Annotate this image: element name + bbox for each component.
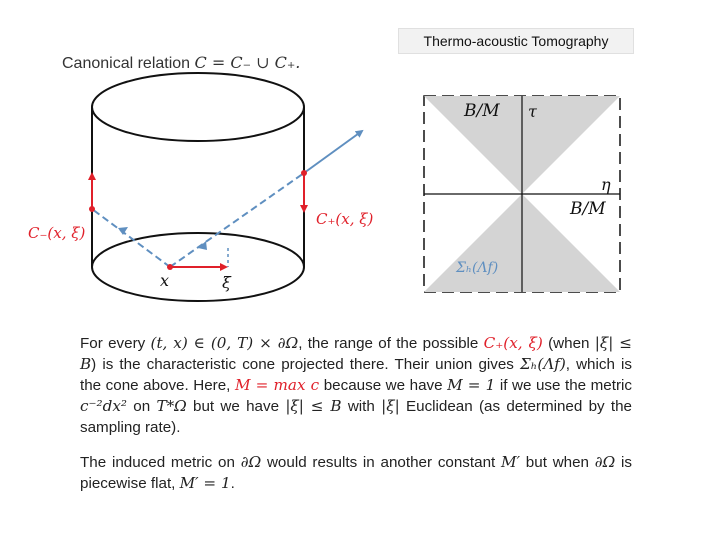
label-bm-top: B/M <box>464 101 500 121</box>
p2-text-3: but when <box>520 454 595 471</box>
p1-text-8: on <box>127 398 157 415</box>
red-covectors <box>89 170 307 270</box>
label-c-minus: C₋(x, ξ) <box>28 224 86 242</box>
base-point-x <box>167 264 173 270</box>
ray-exit-solid <box>304 131 362 173</box>
ray-to-right-wall <box>170 173 304 267</box>
caption-text: Canonical relation <box>62 55 191 72</box>
p2-text-4: is piecewise flat, <box>80 454 632 492</box>
paragraph-1 <box>80 333 632 438</box>
p2-math-4: M′ = 1 <box>179 474 231 492</box>
p1-text-11: Euclidean (as determined by the sampling rate). <box>80 398 632 436</box>
label-x: x <box>160 271 170 290</box>
p1-text-7: if we use the metric <box>495 377 632 394</box>
c-minus-point <box>89 206 95 212</box>
body-text <box>80 333 632 494</box>
cone-diagram <box>424 96 620 292</box>
p1-math-1: (t, x) ∈ (0, T) × ∂Ω <box>150 334 299 352</box>
p2-math-1: ∂Ω <box>240 453 262 471</box>
p1-math-4: Σₕ(Λf) <box>520 355 566 373</box>
ray-arrowhead-mid-left <box>118 227 128 235</box>
p1-math-7: c⁻²dx² <box>80 397 127 415</box>
p2-text-1: The induced metric on <box>80 454 241 471</box>
p1-math-8: T*Ω <box>156 397 187 415</box>
p1-text-1: For every <box>80 335 151 352</box>
p1-text-6: because we have <box>319 377 448 394</box>
ray-paths <box>92 131 362 267</box>
p1-math-2: C₊(x, ξ) <box>483 334 543 352</box>
p1-text-10: with <box>341 398 382 415</box>
p1-text-9: but we have <box>186 398 286 415</box>
p1-text-5: , which is the cone above. Here, <box>80 356 632 394</box>
c-plus-point <box>301 170 307 176</box>
p1-math-5: M = max c <box>234 376 320 394</box>
p1-math-10: |ξ| <box>381 397 400 415</box>
p2-math-3: ∂Ω <box>594 453 616 471</box>
p2-text-2: would results in another constant <box>261 454 502 471</box>
paragraph-2 <box>80 452 632 494</box>
p2-text-5: . <box>230 475 235 492</box>
label-xi: ξ <box>222 273 231 292</box>
p1-math-3: |ξ| ≤ B <box>80 334 633 373</box>
label-eta: η <box>601 175 611 194</box>
p1-text-4: ) is the characteristic cone projected there. Their union gives <box>91 356 521 373</box>
p1-text-2: , the range of the possible <box>298 335 484 352</box>
slide-title: Thermo-acoustic Tomography <box>398 28 634 54</box>
cylinder-top-ellipse <box>92 73 304 141</box>
ray-to-left-wall <box>92 209 170 267</box>
label-c-plus: C₊(x, ξ) <box>316 210 374 228</box>
p1-text-3: (when <box>542 335 595 352</box>
p1-math-9: |ξ| ≤ B <box>285 397 342 415</box>
label-bm-right: B/M <box>570 199 606 219</box>
caption-formula: C = C₋ ∪ C₊. <box>194 53 301 72</box>
label-tau: τ <box>528 102 537 121</box>
p1-math-6: M = 1 <box>447 376 496 394</box>
label-sigma-h: Σₕ(Λf) <box>456 260 499 276</box>
p2-math-2: M′ <box>501 453 521 471</box>
